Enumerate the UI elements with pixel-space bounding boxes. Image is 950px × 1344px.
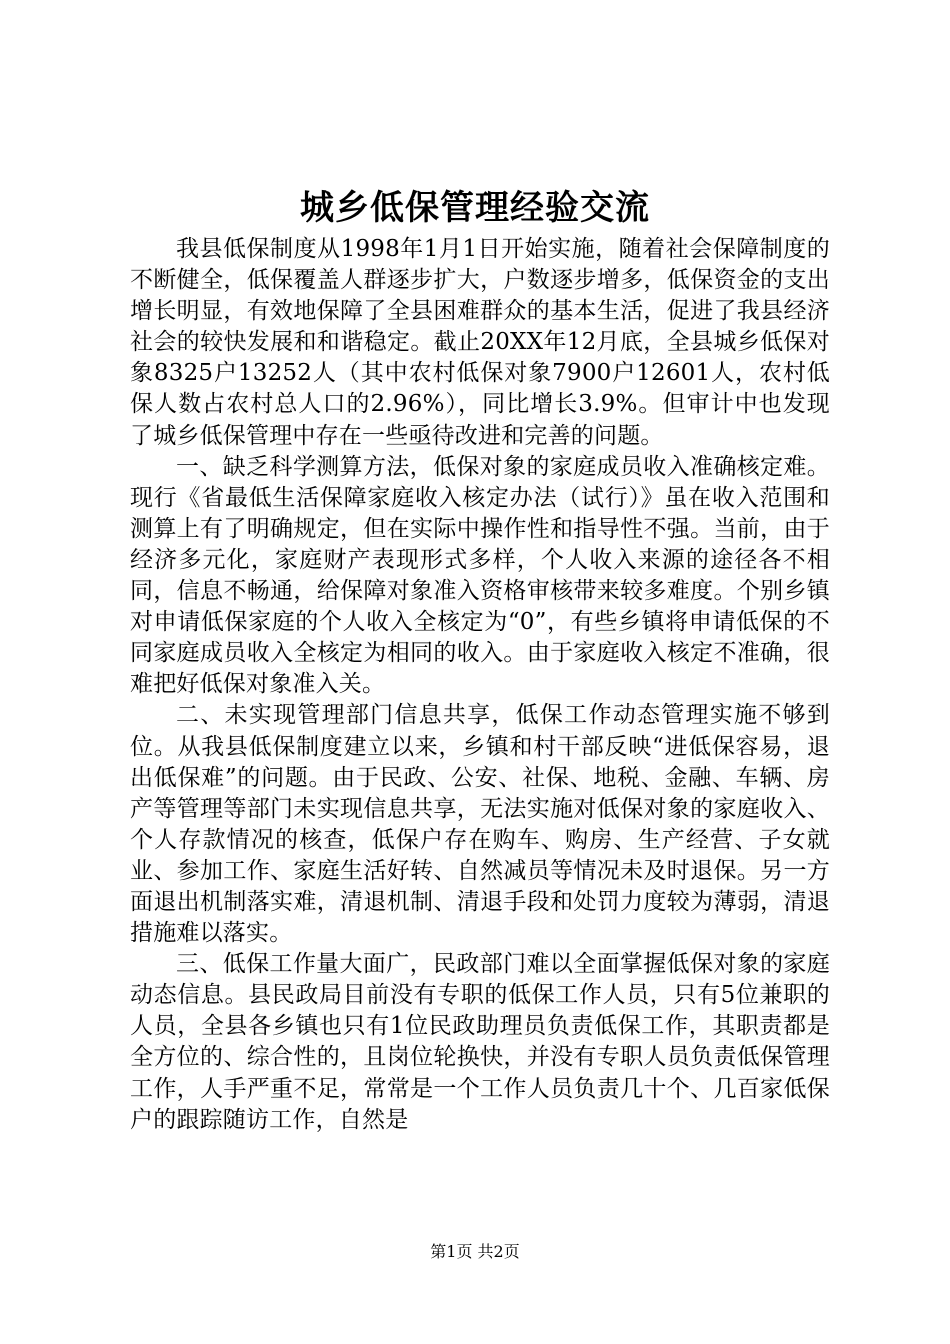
document-title: 城乡低保管理经验交流 (300, 188, 650, 228)
paragraph-section-2: 二、未实现管理部门信息共享，低保工作动态管理实施不够到位。从我县低保制度建立以来，乡镇和村干部反映“进低保容易，退出低保难”的问题。由于民政、公安、社保、地税、金融、车辆、房产等管理等部门未实现信息共享，无法实施对低保对象的家庭收入、个人存款情况的核查，低保户存在购车、购房、生产经营、子女就业、参加工作、家庭生活好转、自然减员等情况未及时退保。另一方面退出机制落实难，清退机制、清退手段和处罚力度较为薄弱，清退措施难以落实。 (130, 702, 830, 947)
page-footer: 第1页 共2页 (430, 1242, 520, 1261)
paragraph-section-1: 一、缺乏科学测算方法，低保对象的家庭成员收入准确核定难。现行《省最低生活保障家庭收入核定办法（试行）》虽在收入范围和测算上有了明确规定，但在实际中操作性和指导性不强。当前，由于经济多元化，家庭财产表现形式多样，个人收入来源的途径各不相同，信息不畅通，给保障对象准入资格审核带来较多难度。个别乡镇对申请低保家庭的个人收入全核定为“0”，有些乡镇将申请低保的不同家庭成员收入全核定为相同的收入。由于家庭收入核定不准确，很难把好低保对象准入关。 (130, 453, 830, 698)
paragraph-intro: 我县低保制度从1998年1月1日开始实施，随着社会保障制度的不断健全，低保覆盖人群逐步扩大，户数逐步增多，低保资金的支出增长明显，有效地保障了全县困难群众的基本生活，促进了我县经济社会的较快发展和和谐稳定。截止20XX年12月底，全县城乡低保对象8325户13252人（其中农村低保对象7900户12601人，农村低保人数占农村总人口的2.96%），同比增长3.9%。但审计中也发现了城乡低保管理中存在一些亟待改进和完善的问题。 (130, 236, 830, 449)
document-body (130, 234, 830, 1136)
paragraph-section-3: 三、低保工作量大面广，民政部门难以全面掌握低保对象的家庭动态信息。县民政局目前没有专职的低保工作人员，只有5位兼职的人员，全县各乡镇也只有1位民政助理员负责低保工作，其职责都是全方位的、综合性的，且岗位轮换快，并没有专职人员负责低保管理工作，人手严重不足，常常是一个工作人员负责几十个、几百家低保户的跟踪随访工作，自然是 (130, 951, 830, 1133)
